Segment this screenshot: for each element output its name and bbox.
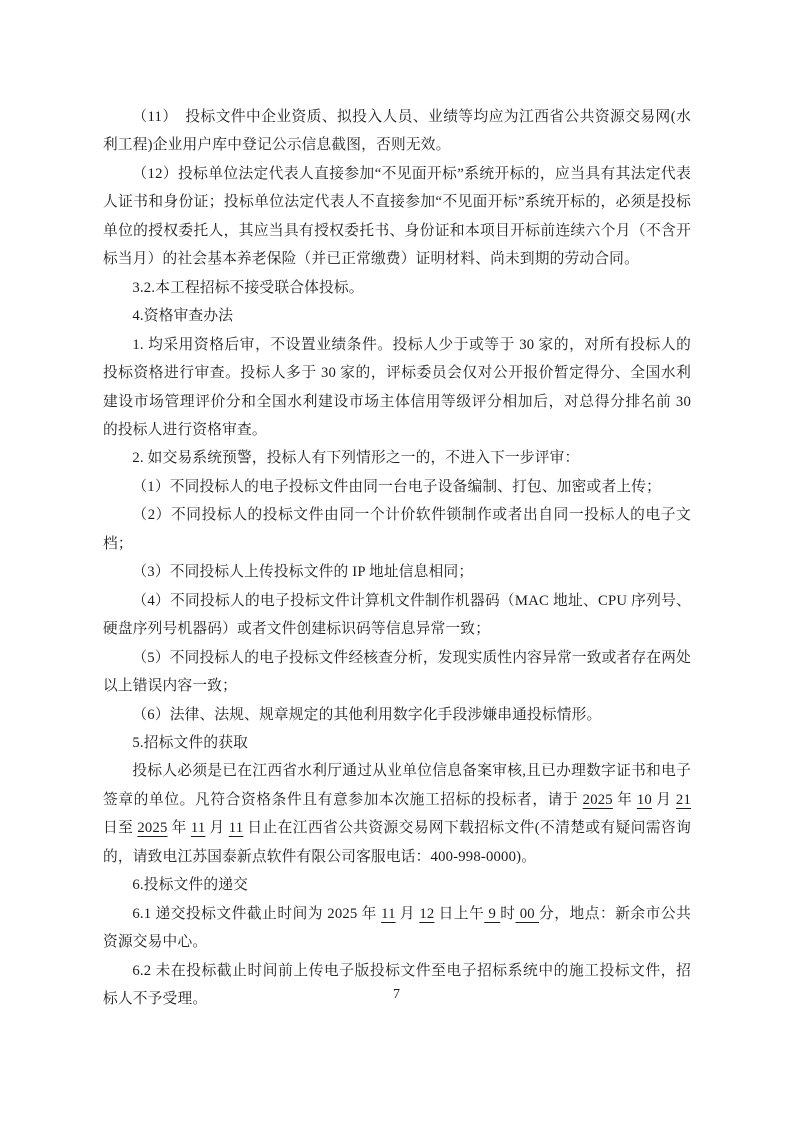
document-body	[103, 103, 691, 1014]
clause-5-body	[103, 757, 691, 871]
heading-4	[103, 302, 691, 330]
underlined-text: 10	[636, 791, 652, 808]
text-run: 分，地点：新余市公共资源交易中心。	[103, 905, 691, 951]
clause-11	[103, 103, 691, 160]
underlined-text: 11	[190, 820, 206, 837]
text-run: 时	[500, 905, 516, 922]
text-run: 年	[612, 791, 637, 808]
item-2-6	[103, 701, 691, 729]
text-run: （6）法律、法规、规章规定的其他利用数字化手段涉嫌串通投标情形。	[132, 706, 602, 723]
text-run: 5.招标文件的获取	[132, 734, 249, 751]
page-number: 7	[393, 987, 400, 1002]
underlined-text: 2025	[582, 791, 613, 808]
text-run: （4）不同投标人的电子投标文件计算机文件制作机器码（MAC 地址、CPU 序列号、硬盘序列号机器码）或者文件创建标识码等信息异常一致；	[103, 592, 691, 638]
text-run: 6.投标文件的递交	[132, 877, 249, 894]
clause-6-1	[103, 900, 691, 957]
text-run: 3.2.本工程招标不接受联合体投标。	[132, 279, 364, 296]
text-run: （3）不同投标人上传投标文件的 IP 地址信息相同；	[132, 564, 474, 581]
text-run: 2. 如交易系统预警，投标人有下列情形之一的，不进入下一步评审：	[132, 450, 580, 467]
text-run: 年	[167, 820, 191, 837]
text-run: 1. 均采用资格后审，不设置业绩条件。投标人少于或等于 30 家的，对所有投标人的投标资格进行审查。投标人多于 30 家的，评标委员会仅对公开报价暂定得分、全国水利建设市场管理评价分和全国水利建设市场主体信用等级评分相加后，对总得分排名前 30 的投标人进行资格审查。	[103, 336, 691, 438]
text-run: 4.资格审查办法	[132, 308, 234, 325]
underlined-text: 9	[484, 905, 501, 922]
text-run: （5）不同投标人的电子投标文件经核查分析，发现实质性内容异常一致或者存在两处以上错误内容一致；	[103, 649, 691, 695]
text-run: 6.1 递交投标文件截止时间为 2025 年	[132, 905, 382, 922]
text-run: 日至	[103, 820, 138, 837]
item-2-2	[103, 501, 691, 558]
item-1	[103, 331, 691, 445]
heading-6	[103, 871, 691, 899]
item-2-5	[103, 644, 691, 701]
text-run: 日止在江西省公共资源交易网下载招标文件(不清楚或有疑问需咨询的，请致电江苏国泰新点软件有限公司客服电话：400-998-0000)。	[103, 820, 692, 865]
text-run: 月	[205, 820, 229, 837]
text-run: 月	[395, 905, 420, 922]
text-run: （12）投标单位法定代表人直接参加“不见面开标”系统开标的，应当具有其法定代表人证书和身份证；投标单位法定代表人不直接参加“不见面开标”系统开标的，必须是投标单位的授权委托人，其应当具有授权委托书、身份证和本项目开标前连续六个月（不含开标当月）的社会基本养老保险（并已正常缴费）证明材料、尚未到期的劳动合同。	[103, 165, 691, 268]
item-2-4	[103, 587, 691, 644]
text-run: （1）不同投标人的电子投标文件由同一台电子设备编制、打包、加密或者上传；	[132, 478, 661, 495]
text-run: 投标人必须是已在江西省水利厅通过从业单位信息备案审核,且已办理数字证书和电子签章的单位。凡符合资格条件且有意参加本次施工招标的投标者，请于	[103, 763, 691, 808]
text-run: 6.2 未在投标截止时间前上传电子版投标文件至电子招标系统中的施工投标文件，招标人不予受理。	[103, 962, 691, 1008]
text-run: 月	[651, 791, 676, 808]
item-2	[103, 444, 691, 472]
text-run: （2）不同投标人的投标文件由同一个计价软件锁制作或者出自同一投标人的电子文档；	[103, 507, 691, 552]
text-run: （11） 投标文件中企业资质、拟投入人员、业绩等均应为江西省公共资源交易网(水利工程)企业用户库中登记公示信息截图，否则无效。	[103, 109, 691, 154]
heading-5	[103, 729, 691, 757]
clause-3-2	[103, 274, 691, 302]
item-2-1	[103, 473, 691, 501]
underlined-text: 12	[419, 905, 435, 922]
clause-12	[103, 160, 691, 274]
item-2-3	[103, 558, 691, 586]
underlined-text: 2025	[137, 820, 168, 837]
underlined-text: 00	[515, 905, 540, 922]
underlined-text: 11	[228, 820, 244, 837]
underlined-text: 21	[675, 791, 692, 808]
underlined-text: 11	[381, 905, 396, 922]
text-run: 日上午	[434, 905, 485, 922]
